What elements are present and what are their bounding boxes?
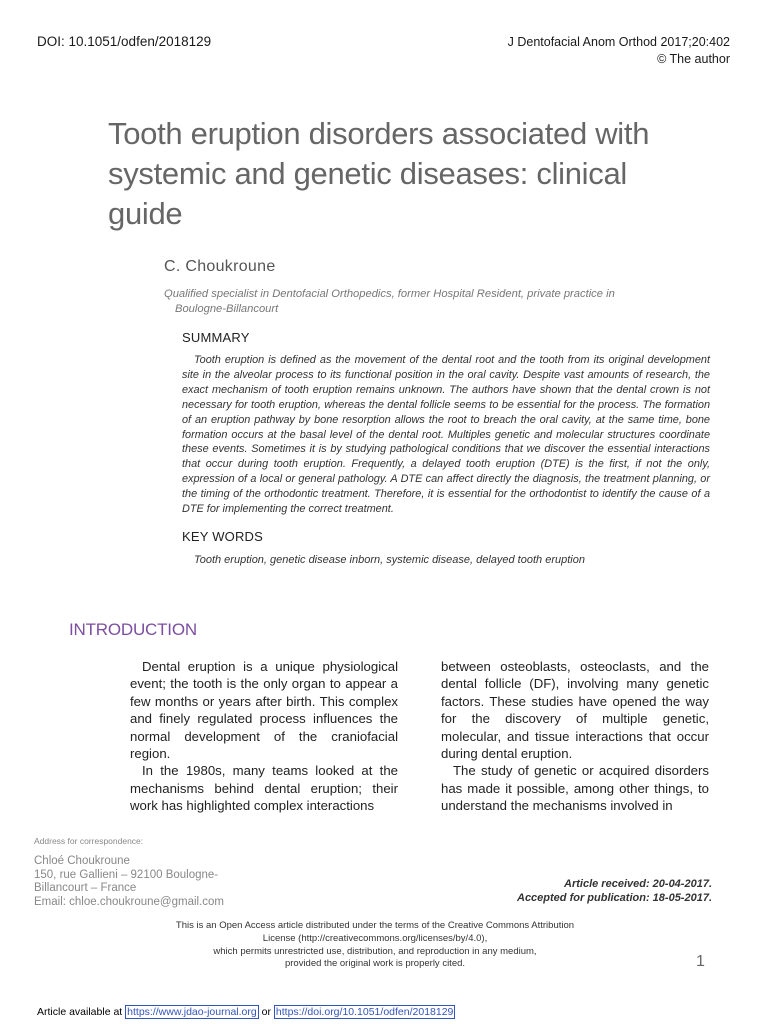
- page-number: 1: [696, 953, 705, 970]
- link-separator: or: [261, 1006, 271, 1018]
- availability-prefix: Article available at: [37, 1006, 123, 1018]
- affiliation-line-2: Boulogne-Billancourt: [175, 303, 279, 315]
- affiliation-line-1: Qualified specialist in Dentofacial Orthopedics, former Hospital Resident, private practice in: [164, 288, 615, 300]
- address-line-1: 150, rue Gallieni – 92100 Boulogne-: [34, 868, 219, 881]
- summary-heading: SUMMARY: [182, 330, 250, 345]
- availability-footer: [37, 1006, 455, 1018]
- correspondent-name: Chloé Choukroune: [34, 855, 130, 867]
- email-address: Email: chloe.choukroune@gmail.com: [34, 895, 225, 908]
- summary-body: Tooth eruption is defined as the movement of the dental root and the tooth from its original development site in the alveolar process to its functional position in the oral cavity. Despite vast amounts of research, the exact mechanism of tooth eruption remains unknown. The authors have shown that the dental crown is not necessary for tooth eruption, whereas the dental follicle seems to be essential for the process. The formation of an eruption pathway by bone resorption allows the root to breach the oral cavity, at the same time, bone formation occurs at the basal level of the dental root. Multiples genetic and molecular structures coordinate these events. Sometimes it is by studying pathological conditions that we discover the essential interactions that occur during tooth eruption. Frequently, a delayed tooth eruption (DTE) is the first, if not the only, expression of a local or general pathology. A DTE can affect directly the diagnosis, the treatment planning, or the timing of the orthodontic treatment. Therefore, it is essential for the orthodontist to identify the cause of a DTE for implementing the correct treatment.: [182, 354, 710, 516]
- intro-paragraph: Dental eruption is a unique physiological event; the tooth is the only organ to appear a few months or years after birth. This complex and finely regulated process influences the normal development of the craniofacial region.: [130, 659, 398, 762]
- accepted-date: Accepted for publication: 18-05-2017.: [517, 892, 712, 904]
- author-affiliation: [164, 287, 684, 317]
- license-line: This is an Open Access article distributed under the terms of the Creative Commons Attribution: [175, 920, 575, 931]
- journal-citation: [508, 34, 730, 68]
- license-line: provided the original work is properly cited.: [284, 958, 466, 970]
- doi-label: DOI: 10.1051/odfen/2018129: [37, 34, 212, 49]
- license-notice: [150, 920, 600, 971]
- summary-text: [182, 353, 710, 517]
- keywords-heading: KEY WORDS: [182, 529, 264, 544]
- intro-paragraph: The study of genetic or acquired disorders has made it possible, among other things, to understand the mechanisms involved in: [441, 763, 709, 814]
- intro-column-right: [441, 658, 709, 815]
- intro-column-left: [130, 658, 398, 815]
- intro-paragraph: In the 1980s, many teams looked at the mechanisms behind dental eruption; their work has highlighted complex interactions: [130, 763, 398, 814]
- copyright-notice: © The author: [657, 52, 730, 66]
- license-line: which permits unrestricted use, distribution, and reproduction in any medium,: [213, 945, 537, 957]
- introduction-heading: INTRODUCTION: [69, 620, 197, 639]
- journal-website-link[interactable]: https://www.jdao-journal.org: [127, 1006, 257, 1018]
- received-date: Article received: 20-04-2017.: [564, 878, 712, 890]
- correspondence-heading: Address for correspondence:: [34, 836, 144, 846]
- keywords-text: Tooth eruption, genetic disease inborn, systemic disease, delayed tooth eruption: [194, 554, 585, 566]
- doi-link[interactable]: https://doi.org/10.1051/odfen/2018129: [275, 1006, 454, 1018]
- correspondence-address: [34, 855, 234, 909]
- intro-paragraph: between osteoblasts, osteoclasts, and the dental follicle (DF), involving many genetic factors. These studies have opened the way for the discovery of multiple genetic, molecular, and tissue interactions that occur during dental eruption.: [441, 659, 709, 762]
- license-line: License (http://creativecommons.org/licenses/by/4.0),: [262, 932, 488, 944]
- article-dates: [517, 877, 712, 905]
- journal-name: J Dentofacial Anom Orthod 2017;20:402: [507, 35, 730, 49]
- author-name: C. Choukroune: [164, 258, 276, 275]
- article-title: Tooth eruption disorders associated with systemic and genetic diseases: clinical guide: [108, 116, 650, 231]
- address-line-2: Billancourt – France: [34, 882, 137, 894]
